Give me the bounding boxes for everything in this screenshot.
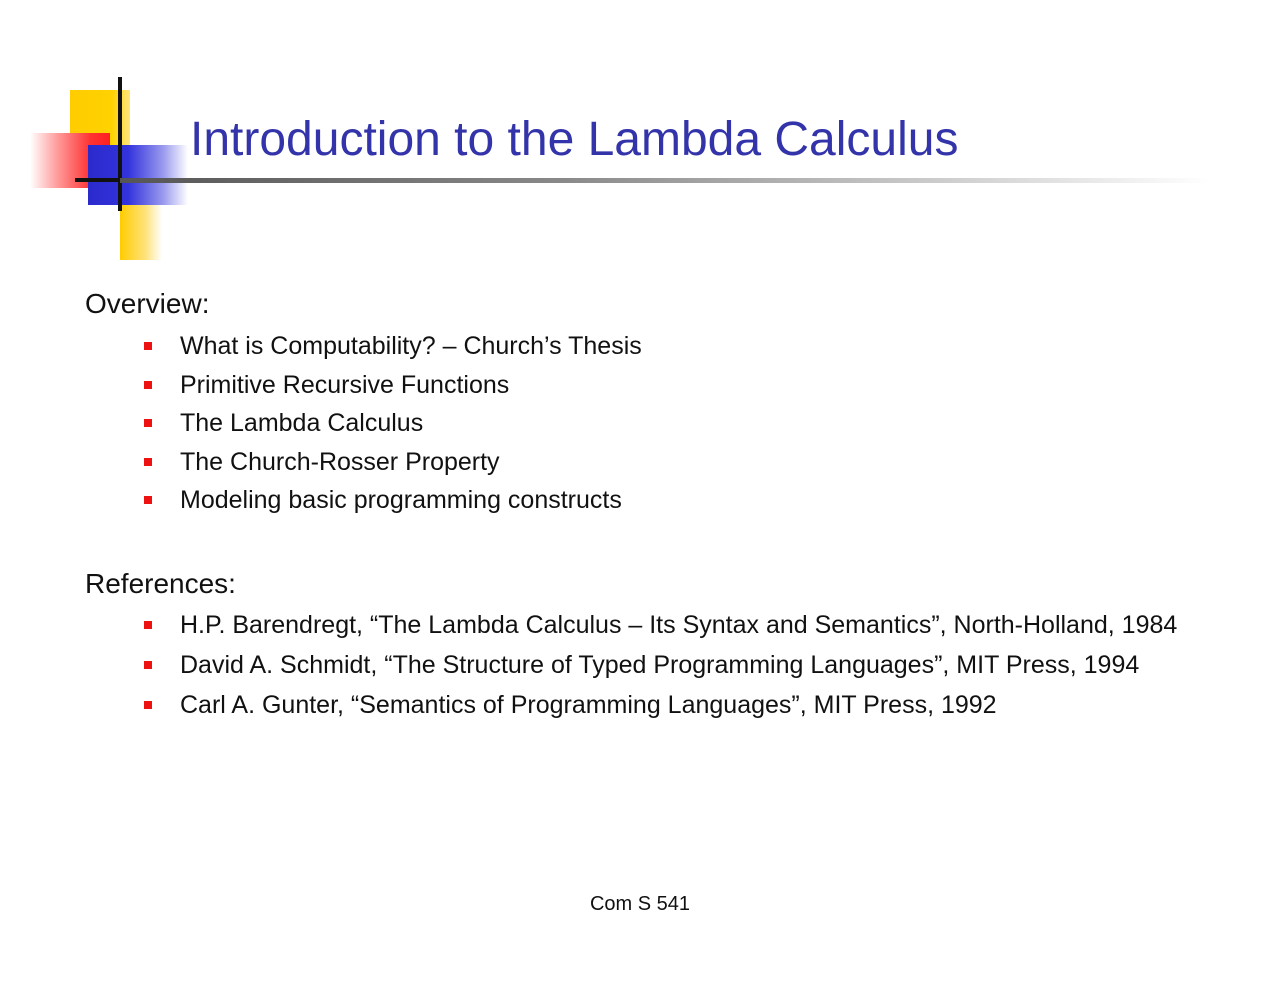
list-item-text: Carl A. Gunter, “Semantics of Programming Languages”, MIT Press, 1992 xyxy=(180,691,997,719)
bullet-square-icon xyxy=(144,496,152,504)
slide-footer: Com S 541 xyxy=(589,893,691,915)
bullet-square-icon xyxy=(144,661,152,669)
bullet-square-icon xyxy=(144,458,152,466)
list-item xyxy=(140,447,1180,477)
logo-blue-block xyxy=(88,145,188,205)
list-item xyxy=(140,485,1180,515)
list-item-text: What is Computability? – Church’s Thesis xyxy=(180,332,642,360)
overview-list xyxy=(140,331,1180,524)
list-item xyxy=(140,408,1180,438)
list-item xyxy=(140,690,1180,720)
logo-yellow-block-bottom xyxy=(120,205,162,260)
list-item xyxy=(140,650,1180,680)
list-item xyxy=(140,331,1180,361)
slide-title: Introduction to the Lambda Calculus xyxy=(190,113,959,166)
list-item xyxy=(140,610,1180,640)
decorative-logo xyxy=(0,0,220,270)
list-item xyxy=(140,370,1180,400)
bullet-square-icon xyxy=(144,381,152,389)
references-list xyxy=(140,610,1180,730)
bullet-square-icon xyxy=(144,342,152,350)
list-item-text: The Lambda Calculus xyxy=(180,409,424,437)
list-item-text: Primitive Recursive Functions xyxy=(180,370,510,399)
list-item-text: David A. Schmidt, “The Structure of Typed Programming Languages”, MIT Press, 1994 xyxy=(180,651,1140,679)
logo-vertical-line xyxy=(118,77,122,211)
bullet-square-icon xyxy=(144,701,152,709)
title-underline-rule xyxy=(120,178,1210,183)
bullet-square-icon xyxy=(144,621,152,629)
references-heading: References: xyxy=(85,568,236,599)
bullet-square-icon xyxy=(144,419,152,427)
list-item-text: H.P. Barendregt, “The Lambda Calculus – Its Syntax and Semantics”, North-Holland, 1984 xyxy=(180,611,1178,639)
list-item-text: The Church-Rosser Property xyxy=(180,447,500,476)
list-item-text: Modeling basic programming constructs xyxy=(180,486,622,514)
overview-heading: Overview: xyxy=(85,288,210,319)
